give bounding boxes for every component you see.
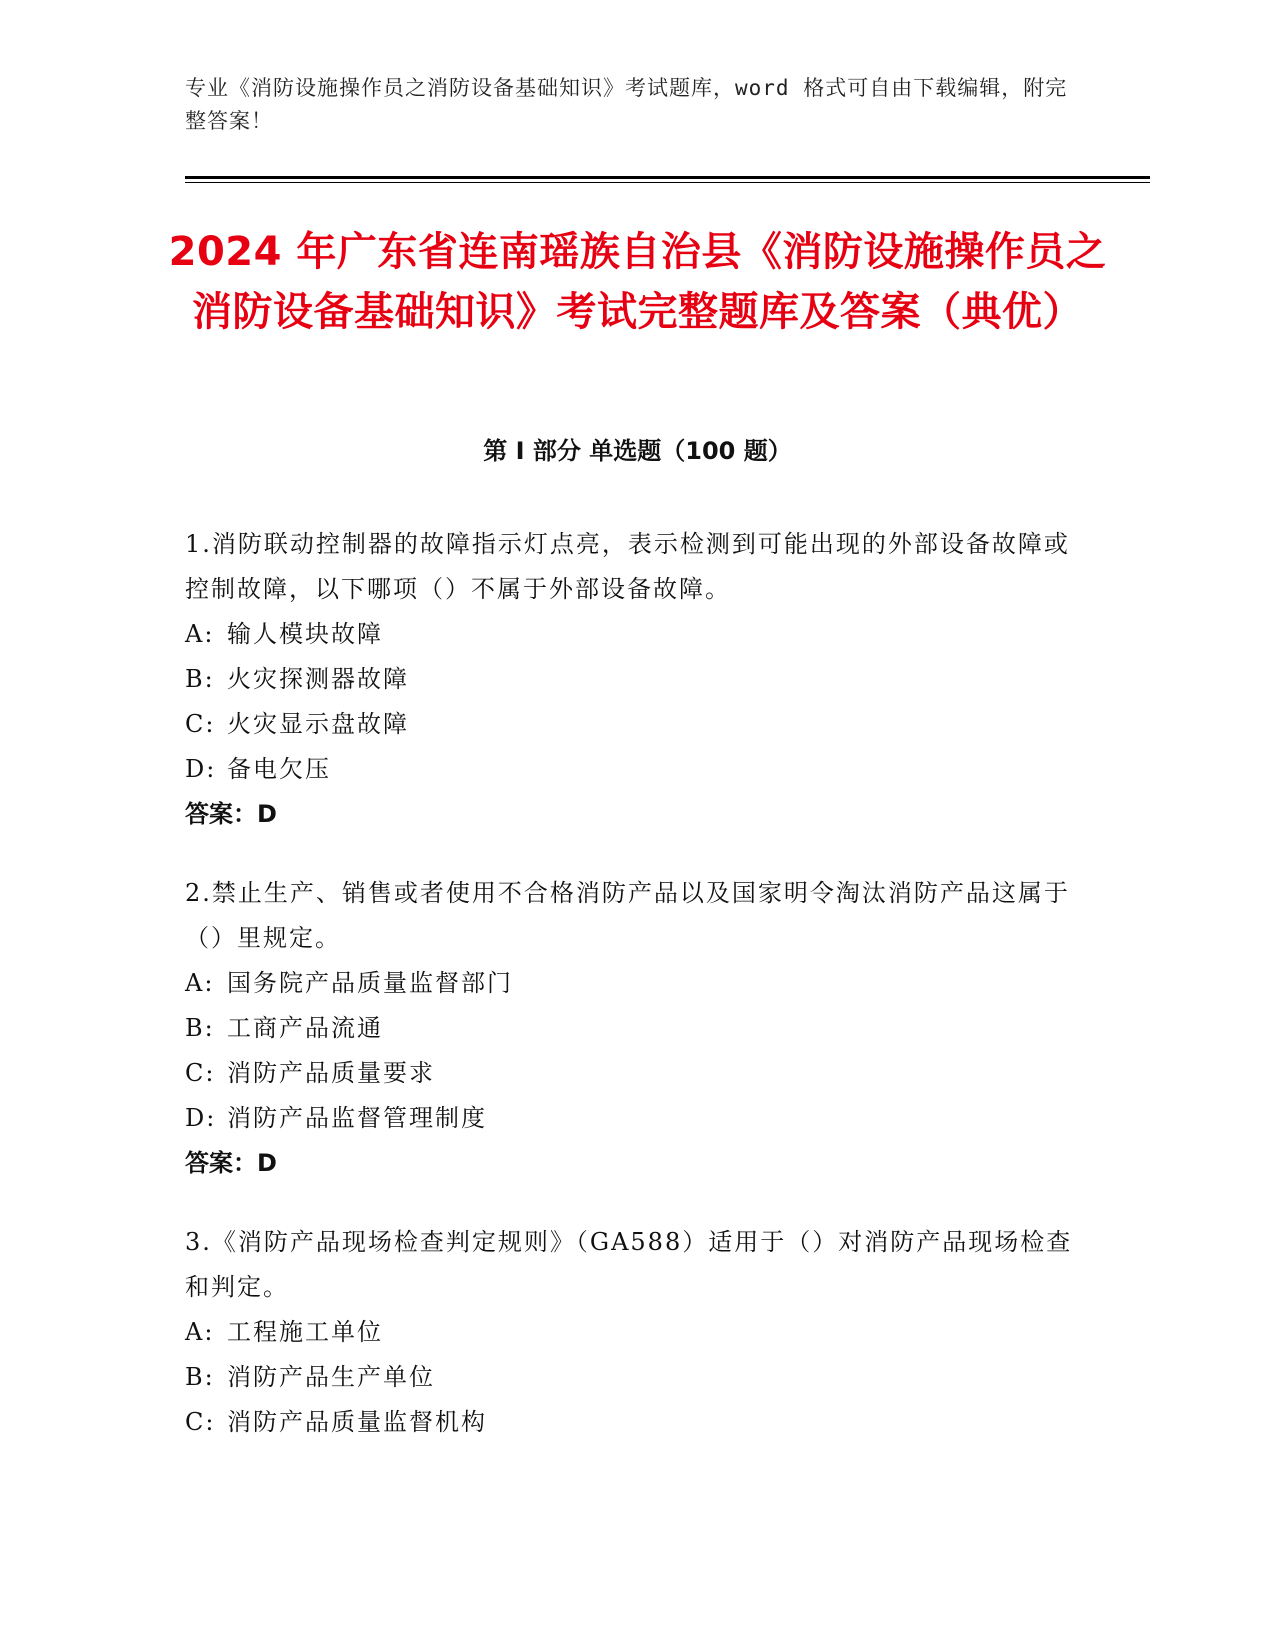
section-title: 第 I 部分 单选题（100 题） (483, 437, 792, 465)
question-text: 3.《消防产品现场检查判定规则》（GA588）适用于（）对消防产品现场检查和判定。 (185, 1228, 1073, 1301)
option-text: 工程施工单位 (227, 1318, 383, 1346)
option-text: 国务院产品质量监督部门 (227, 969, 513, 997)
option-key: A: (185, 1318, 215, 1346)
option-b (185, 657, 1075, 702)
option-text: 火灾显示盘故障 (227, 710, 409, 738)
option-key: D: (185, 1104, 217, 1132)
option-c (185, 1051, 1075, 1096)
option-key: B: (185, 665, 215, 693)
question-text: 2.禁止生产、销售或者使用不合格消防产品以及国家明令淘汰消防产品这属于（）里规定。 (185, 879, 1070, 952)
option-key: D: (185, 755, 217, 783)
option-text: 消防产品质量监督机构 (227, 1408, 487, 1436)
option-text: 消防产品生产单位 (227, 1363, 435, 1391)
question-text: 1.消防联动控制器的故障指示灯点亮，表示检测到可能出现的外部设备故障或控制故障，以下哪项（）不属于外部设备故障。 (185, 530, 1070, 603)
option-key: C: (185, 710, 216, 738)
question-1 (185, 522, 1075, 837)
option-d (185, 747, 1075, 792)
header-rule-thin (185, 182, 1150, 183)
option-key: C: (185, 1059, 216, 1087)
answer: 答案：D (185, 800, 277, 828)
option-key: A: (185, 620, 215, 648)
option-text: 工商产品流通 (227, 1014, 383, 1042)
option-key: C: (185, 1408, 216, 1436)
question-3 (185, 1220, 1075, 1445)
header-rule-thick (185, 176, 1150, 179)
option-a (185, 1310, 1075, 1355)
option-b (185, 1355, 1075, 1400)
option-c (185, 1400, 1075, 1445)
header-note: 专业《消防设施操作员之消防设备基础知识》考试题库，word 格式可自由下载编辑，附完整答案！ (185, 76, 1068, 133)
option-text: 消防产品质量要求 (227, 1059, 435, 1087)
option-b (185, 1006, 1075, 1051)
option-text: 输人模块故障 (227, 620, 383, 648)
option-text: 消防产品监督管理制度 (227, 1104, 487, 1132)
option-key: B: (185, 1363, 215, 1391)
question-2 (185, 871, 1075, 1186)
document-title: 2024 年广东省连南瑶族自治县《消防设施操作员之消防设备基础知识》考试完整题库及答案（典优） (168, 229, 1107, 335)
option-key: A: (185, 969, 215, 997)
option-text: 备电欠压 (227, 755, 331, 783)
answer: 答案：D (185, 1149, 277, 1177)
option-a (185, 612, 1075, 657)
option-a (185, 961, 1075, 1006)
option-d (185, 1096, 1075, 1141)
question-list (185, 522, 1075, 1479)
option-text: 火灾探测器故障 (227, 665, 409, 693)
option-c (185, 702, 1075, 747)
option-key: B: (185, 1014, 215, 1042)
